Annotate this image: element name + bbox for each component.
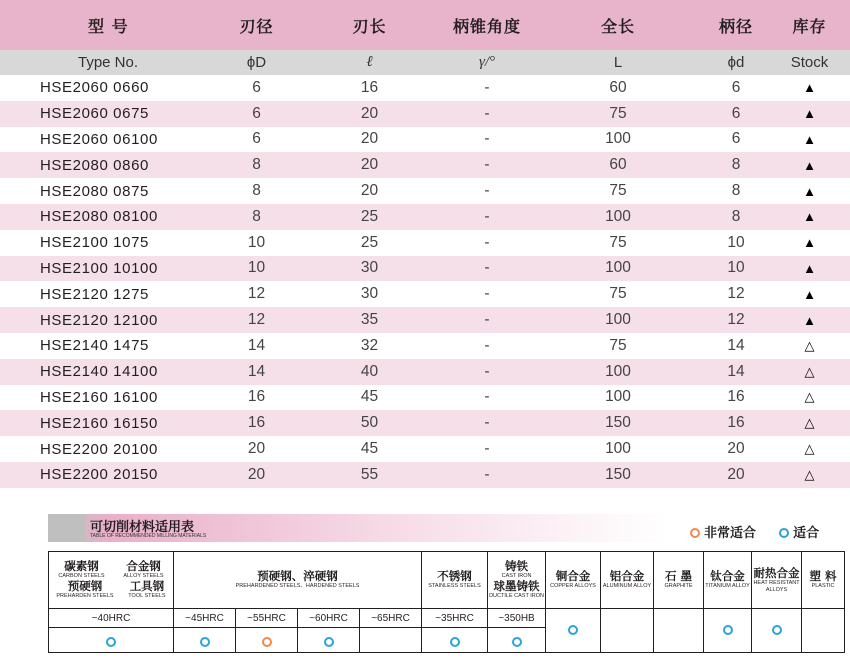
stock-status: △: [804, 415, 815, 431]
orange-circle-icon: [690, 528, 700, 538]
type-no: HSE2060 0660: [40, 79, 149, 97]
suit-graphite: [654, 609, 704, 653]
suit-55: [236, 628, 298, 653]
table-row: [0, 230, 850, 256]
plastic-label: 塑 料: [809, 569, 837, 583]
type-no: HSE2080 0860: [40, 156, 149, 174]
overall-length: 100: [605, 362, 631, 380]
table-row: [0, 281, 850, 307]
col-header-overall-length: 全长: [600, 16, 635, 36]
type-no: HSE2140 1475: [40, 337, 149, 355]
table-row: [0, 178, 850, 204]
shank-diameter: 12: [727, 285, 745, 303]
cutting-diameter: 12: [247, 311, 266, 329]
material-hardened: [174, 552, 422, 609]
col-header-overall-length-en: L: [613, 54, 623, 71]
material-titanium: [704, 552, 752, 609]
cutting-diameter: 20: [247, 465, 266, 483]
header-row-cn: [0, 0, 850, 50]
cutting-diameter: 10: [247, 259, 266, 277]
taper-angle: -: [484, 311, 490, 329]
shank-diameter: 6: [731, 104, 741, 122]
shank-diameter: 6: [731, 78, 741, 96]
stock-status: △: [804, 363, 815, 379]
shank-diameter: 14: [727, 362, 745, 380]
stock-status: △: [804, 389, 815, 405]
taper-angle: -: [484, 362, 490, 380]
cutting-length: 20: [360, 130, 379, 148]
table-row: [0, 436, 850, 462]
table-row: [0, 101, 850, 127]
stock-status: ▲: [803, 312, 816, 328]
cutting-diameter: 16: [247, 414, 266, 432]
suit-stainless: [422, 628, 488, 653]
taper-angle: -: [484, 104, 490, 122]
overall-length: 60: [609, 78, 627, 96]
overall-length: 75: [609, 233, 627, 251]
cutting-length: 32: [360, 336, 379, 354]
overall-length: 100: [605, 259, 631, 277]
material-heat-resistant: [752, 552, 802, 609]
type-no: HSE2060 06100: [40, 130, 158, 148]
cutting-diameter: 20: [247, 440, 266, 458]
plastic-label-en: PLASTIC: [811, 583, 835, 589]
cutting-diameter: 8: [252, 207, 261, 225]
cutting-diameter: 8: [252, 156, 261, 174]
materials-title-en: TABLE OF RECOMMENDED MILLING MATERIALS: [90, 533, 207, 539]
suit-cast-iron: [488, 628, 546, 653]
materials-header-row: [49, 552, 845, 609]
type-no: HSE2100 1075: [40, 234, 149, 252]
type-no: HSE2200 20150: [40, 466, 158, 484]
aluminum-label: 铝合金: [609, 569, 645, 583]
cutting-diameter: 16: [247, 388, 266, 406]
hardness-45: ~45HRC: [174, 609, 236, 628]
overall-length: 100: [605, 388, 631, 406]
title-tab-decoration: [48, 514, 86, 542]
stainless-label: 不锈钢: [437, 569, 472, 583]
titanium-label: 钛合金: [710, 569, 745, 583]
stock-status: △: [804, 466, 815, 482]
hardness-55: ~55HRC: [236, 609, 298, 628]
cutting-diameter: 6: [252, 130, 261, 148]
table-row: [0, 359, 850, 385]
col-header-type-en: Type No.: [78, 54, 139, 71]
stock-status: ▲: [803, 235, 816, 251]
taper-angle: -: [484, 388, 490, 406]
stock-status: ▲: [803, 286, 816, 302]
carbon-steel-label: 碳素钢: [64, 559, 99, 573]
blue-circle-icon: [772, 625, 782, 635]
material-plastic: [802, 552, 845, 609]
col-header-angle: 柄锥角度: [452, 16, 521, 36]
preharden-steel-label-en: PREHARDEN STEELS: [56, 593, 114, 599]
cutting-diameter: 8: [252, 182, 261, 200]
table-row: [0, 333, 850, 359]
blue-circle-icon: [450, 637, 460, 647]
table-row: [0, 256, 850, 282]
stock-status: ▲: [803, 106, 816, 122]
shank-diameter: 16: [727, 414, 745, 432]
stock-status: △: [804, 337, 815, 353]
cutting-length: 16: [360, 78, 379, 96]
shank-diameter: 16: [727, 388, 745, 406]
col-header-length-en: ℓ: [366, 54, 373, 70]
aluminum-label-en: ALUMINUM ALLOY: [602, 583, 652, 589]
material-aluminum: [601, 552, 654, 609]
suit-carbon: [49, 628, 174, 653]
type-no: HSE2120 12100: [40, 311, 158, 329]
shank-diameter: 20: [727, 465, 745, 483]
cutting-length: 20: [360, 156, 379, 174]
table-row: [0, 462, 850, 488]
col-header-shank-en: ϕd: [727, 54, 745, 71]
type-no: HSE2160 16100: [40, 388, 158, 406]
suit-copper: [546, 609, 601, 653]
suitability-legend: [690, 522, 819, 541]
preharden-steel-label: 预硬钢: [67, 579, 103, 593]
copper-label-en: COPPER ALLOYS: [550, 583, 596, 589]
cutting-diameter: 6: [252, 78, 261, 96]
taper-angle: -: [484, 465, 490, 483]
overall-length: 150: [605, 465, 631, 483]
orange-circle-icon: [262, 637, 272, 647]
shank-diameter: 10: [727, 259, 745, 277]
cast-iron-label-en: CAST IRON: [501, 573, 532, 579]
col-header-stock: 库存: [792, 16, 827, 36]
table-row: [0, 75, 850, 101]
material-carbon-alloy: [49, 552, 174, 609]
overall-length: 75: [609, 182, 627, 200]
col-header-stock-en: Stock: [790, 54, 829, 71]
taper-angle: -: [484, 156, 490, 174]
hardened-steel-label-en: PREHARDENED STEELS、HARDENED STEELS: [235, 583, 360, 589]
suit-60: [298, 628, 360, 653]
type-no: HSE2060 0675: [40, 105, 149, 123]
cutting-length: 45: [360, 388, 379, 406]
overall-length: 60: [609, 156, 627, 174]
graphite-label-en: GRAPHITE: [664, 583, 693, 589]
ductile-iron-label-en: DUCTILE CAST IRON: [489, 593, 544, 599]
material-copper: [546, 552, 601, 609]
type-no: HSE2080 0875: [40, 182, 149, 200]
header-row-en: [0, 50, 850, 75]
shank-diameter: 8: [731, 182, 741, 200]
hardened-steel-label: 预硬钢、淬硬钢: [257, 569, 338, 583]
heat-resistant-label-en: HEAT RESISTANT ALLOYS: [753, 579, 800, 593]
spec-table-body: [0, 75, 850, 488]
shank-diameter: 8: [731, 207, 741, 225]
stock-status: ▲: [803, 183, 816, 199]
carbon-steel-label-en: CARBON STEELS: [58, 573, 105, 579]
materials-title: 可切削材料适用表: [90, 520, 195, 535]
taper-angle: -: [484, 285, 490, 303]
hardness-carbon: ~40HRC: [49, 609, 174, 628]
ductile-iron-label: 球墨铸铁: [493, 579, 540, 593]
alloy-steel-label-en: ALLOY STEELS: [123, 573, 164, 579]
overall-length: 100: [605, 207, 631, 225]
suit-heat-resistant: [752, 609, 802, 653]
cutting-length: 35: [360, 311, 379, 329]
shank-diameter: 10: [727, 233, 745, 251]
taper-angle: -: [484, 207, 490, 225]
type-no: HSE2140 14100: [40, 363, 158, 381]
hardness-cast-iron: ~350HB: [488, 609, 546, 628]
type-no: HSE2080 08100: [40, 208, 158, 226]
cutting-diameter: 12: [247, 285, 266, 303]
stock-status: △: [804, 441, 815, 457]
type-no: HSE2120 1275: [40, 285, 149, 303]
overall-length: 100: [605, 130, 631, 148]
material-cast-iron: [488, 552, 546, 609]
suit-titanium: [704, 609, 752, 653]
cutting-length: 50: [360, 414, 379, 432]
hardness-60: ~60HRC: [298, 609, 360, 628]
shank-diameter: 20: [727, 440, 745, 458]
cutting-length: 25: [360, 207, 379, 225]
graphite-label: 石 墨: [665, 569, 693, 583]
table-row: [0, 204, 850, 230]
titanium-label-en: TITANIUM ALLOY: [705, 583, 750, 589]
taper-angle: -: [484, 414, 490, 432]
taper-angle: -: [484, 78, 490, 96]
heat-resistant-label: 耐热合金: [753, 565, 800, 580]
overall-length: 75: [609, 104, 627, 122]
blue-circle-icon: [568, 625, 578, 635]
table-row: [0, 410, 850, 436]
col-header-shank: 柄径: [718, 16, 753, 36]
shank-diameter: 8: [731, 156, 741, 174]
cutting-length: 45: [360, 440, 379, 458]
cutting-length: 20: [360, 104, 379, 122]
material-graphite: [654, 552, 704, 609]
materials-title-bar: [48, 514, 668, 542]
type-no: HSE2100 10100: [40, 259, 158, 277]
cutting-length: 55: [360, 465, 379, 483]
copper-label: 铜合金: [555, 569, 591, 583]
cutting-length: 30: [360, 285, 379, 303]
stock-status: ▲: [803, 157, 816, 173]
table-row: [0, 152, 850, 178]
taper-angle: -: [484, 440, 490, 458]
col-header-diameter: 刃径: [239, 16, 274, 36]
shank-diameter: 12: [727, 311, 745, 329]
alloy-steel-label: 合金钢: [126, 559, 161, 573]
taper-angle: -: [484, 259, 490, 277]
cutting-length: 20: [360, 182, 379, 200]
table-row: [0, 385, 850, 411]
col-header-length: 刃长: [352, 16, 387, 36]
type-no: HSE2160 16150: [40, 414, 158, 432]
blue-circle-icon: [324, 637, 334, 647]
blue-circle-icon: [106, 637, 116, 647]
type-no: HSE2200 20100: [40, 440, 158, 458]
stock-status: ▲: [803, 209, 816, 225]
overall-length: 100: [605, 440, 631, 458]
legend-very-suitable: 非常适合: [704, 526, 757, 541]
cutting-diameter: 14: [247, 362, 266, 380]
table-row: [0, 307, 850, 333]
blue-circle-icon: [779, 528, 789, 538]
taper-angle: -: [484, 130, 490, 148]
cutting-diameter: 6: [252, 104, 261, 122]
suit-aluminum: [601, 609, 654, 653]
cast-iron-label: 铸铁: [505, 559, 529, 573]
cutting-length: 30: [360, 259, 379, 277]
cutting-length: 25: [360, 233, 379, 251]
hardness-row: [49, 609, 845, 628]
tool-steel-label: 工具钢: [129, 579, 165, 593]
col-header-diameter-en: ϕD: [246, 54, 267, 71]
col-header-angle-en: γ/°: [478, 54, 496, 70]
hardness-65: ~65HRC: [360, 609, 422, 628]
overall-length: 150: [605, 414, 631, 432]
taper-angle: -: [484, 336, 490, 354]
blue-circle-icon: [723, 625, 733, 635]
overall-length: 75: [609, 285, 627, 303]
stock-status: ▲: [803, 80, 816, 96]
blue-circle-icon: [512, 637, 522, 647]
taper-angle: -: [484, 233, 490, 251]
blue-circle-icon: [200, 637, 210, 647]
taper-angle: -: [484, 182, 490, 200]
shank-diameter: 6: [731, 130, 741, 148]
materials-table: [48, 551, 845, 653]
stock-status: ▲: [803, 260, 816, 276]
col-header-type: 型 号: [88, 16, 129, 36]
legend-suitable: 适合: [793, 526, 820, 541]
cutting-diameter: 14: [247, 336, 266, 354]
stainless-label-en: STAINLESS STEELS: [428, 583, 481, 589]
tool-steel-label-en: TOOL STEELS: [128, 593, 166, 599]
cutting-length: 40: [360, 362, 379, 380]
hardness-stainless: ~35HRC: [422, 609, 488, 628]
cutting-diameter: 10: [247, 233, 266, 251]
stock-status: ▲: [803, 131, 816, 147]
table-row: [0, 127, 850, 153]
suit-plastic: [802, 609, 845, 653]
overall-length: 75: [609, 336, 627, 354]
suit-65: [360, 628, 422, 653]
material-stainless: [422, 552, 488, 609]
overall-length: 100: [605, 311, 631, 329]
shank-diameter: 14: [727, 336, 745, 354]
suit-45: [174, 628, 236, 653]
